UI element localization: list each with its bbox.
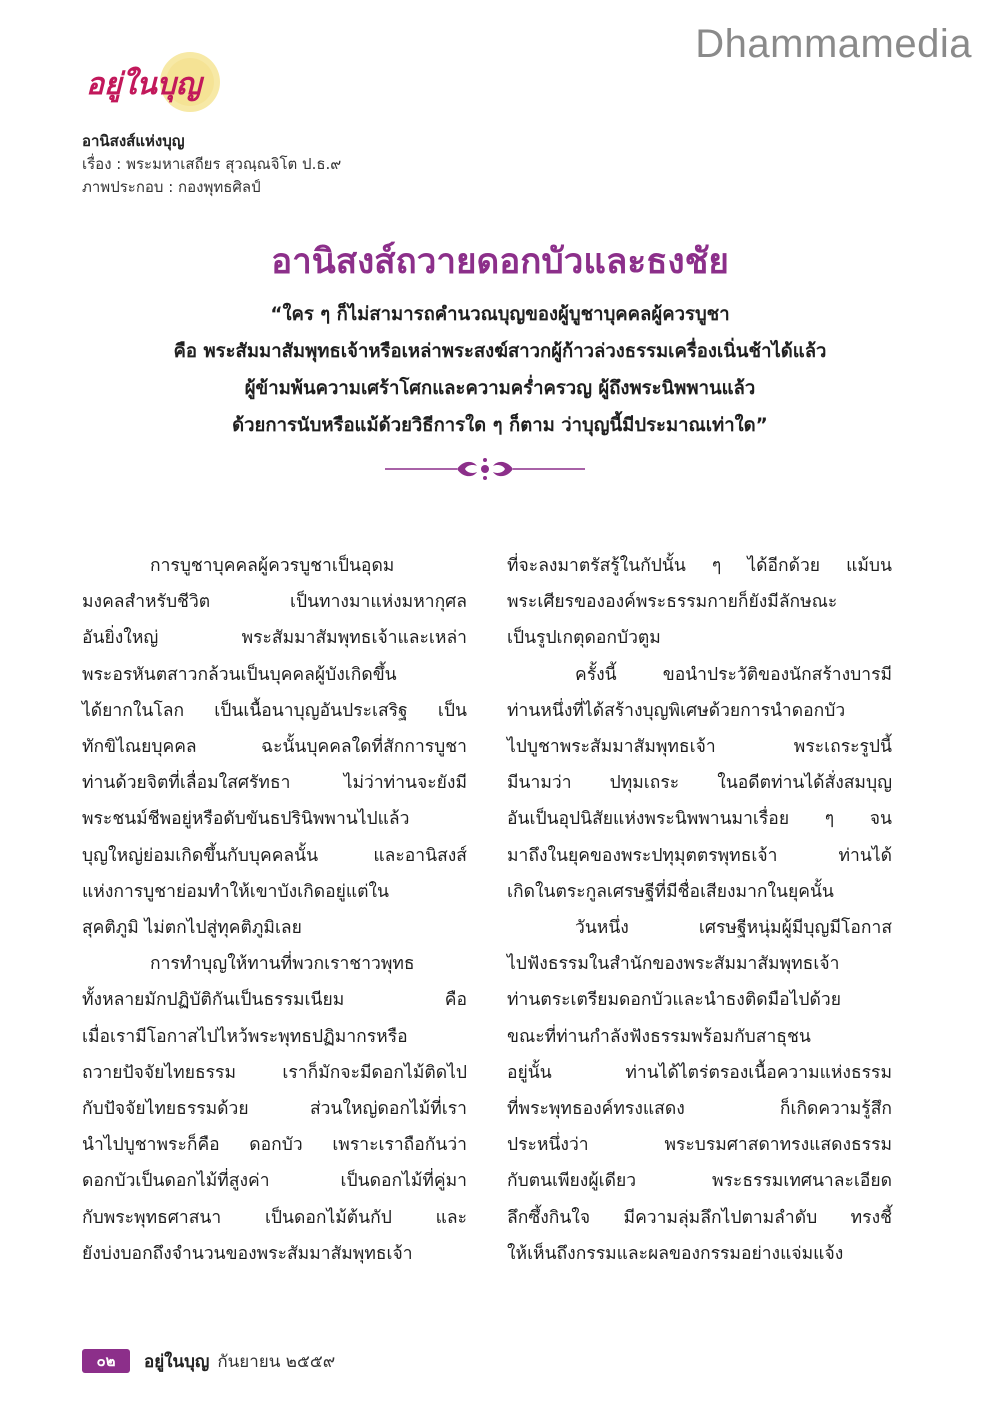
text-line: อยู่นั้น ท่านได้ไตร่ตรองเนื้อความแห่งธรรม — [507, 1062, 892, 1083]
quote-line: ด้วยการนับหรือแม้ด้วยวิธีการใด ๆ ก็ตาม ว่าบุญนี้มีประมาณเท่าใด” — [232, 415, 768, 436]
text-line: ยังบ่งบอกถึงจำนวนของพระสัมมาสัมพุทธเจ้า — [82, 1243, 413, 1264]
illustration-line: ภาพประกอบ : กองพุทธศิลป์ — [82, 178, 261, 196]
author-line: เรื่อง : พระมหาเสถียร สุวณฺณจิโต ป.ธ.๙ — [82, 155, 342, 173]
pull-quote — [60, 296, 940, 444]
text-line: ทั้งหลายมักปฏิบัติกันเป็นธรรมเนียม คือ — [82, 990, 467, 1011]
text-line: เมื่อเรามีโอกาสไปไหว้พระพุทธปฏิมากรหรือ — [82, 1026, 408, 1047]
magazine-logo — [82, 48, 222, 118]
article-title: อานิสงส์ถวายดอกบัวและธงชัย — [271, 242, 729, 282]
page-number: ๐๒ — [82, 1349, 130, 1373]
text-line: มงคลสำหรับชีวิต เป็นทางมาแห่งมหากุศล — [82, 592, 467, 613]
text-line: ขณะที่ท่านกำลังฟังธรรมพร้อมกับสาธุชน — [507, 1026, 811, 1047]
text-line: ทักขิไณยบุคคล ฉะนั้นบุคคลใดที่สักการบูชา — [82, 737, 467, 758]
quote-line: “ใคร ๆ ก็ไม่สามารถคำนวณบุญของผู้บูชาบุคคลผู้ควรบูชา — [270, 304, 730, 325]
brand-name: Dhammamedia — [695, 22, 972, 66]
article-column-right — [507, 548, 892, 1272]
text-line: การทำบุญให้ทานที่พวกเราชาวพุทธ — [150, 954, 415, 975]
text-line: กับปัจจัยไทยธรรมด้วย ส่วนใหญ่ดอกไม้ที่เรา — [82, 1099, 467, 1120]
article-meta — [82, 130, 341, 199]
text-line: กับตนเพียงผู้เดียว พระธรรมเทศนาละเอียด — [507, 1171, 892, 1192]
text-line: บุญใหญ่ย่อมเกิดขึ้นกับบุคคลนั้น และอานิสงส์ — [82, 845, 467, 866]
text-line: การบูชาบุคคลผู้ควรบูชาเป็นอุดม — [150, 556, 395, 576]
quote-line: คือ พระสัมมาสัมพุทธเจ้าหรือเหล่าพระสงฆ์สาวกผู้ก้าวล่วงธรรมเครื่องเนิ่นช้าได้แล้ว — [173, 341, 827, 362]
text-line: เป็นรูปเกตุดอกบัวตูม — [507, 628, 661, 649]
text-line: ประหนึ่งว่า พระบรมศาสดาทรงแสดงธรรม — [507, 1135, 892, 1156]
text-line: มาถึงในยุคของพระปทุมุตตรพุทธเจ้า ท่านได้ — [507, 845, 892, 866]
publication-name: อยู่ในบุญ — [144, 1351, 210, 1372]
text-line: มีนามว่า ปทุมเถระ ในอดีตท่านได้สั่งสมบุญ — [507, 773, 892, 794]
quote-line: ผู้ข้ามพ้นความเศร้าโศกและความคร่ำครวญ ผู้ถึงพระนิพพานแล้ว — [244, 378, 756, 399]
text-line: ครั้งนี้ ขอนำประวัติของนักสร้างบารมี — [575, 664, 892, 685]
text-line: เกิดในตระกูลเศรษฐีที่มีชื่อเสียงมากในยุคนั้น — [507, 881, 834, 902]
text-line: นำไปบูชาพระก็คือ ดอกบัว เพราะเราถือกันว่า — [82, 1135, 467, 1156]
column-name: อานิสงส์แห่งบุญ — [82, 132, 185, 150]
text-line: กับพระพุทธศาสนา เป็นดอกไม้ต้นกัป และ — [82, 1207, 467, 1228]
text-line: ท่านหนึ่งที่ได้สร้างบุญพิเศษด้วยการนำดอกบัว — [507, 700, 846, 721]
text-line: อันยิ่งใหญ่ พระสัมมาสัมพุทธเจ้าและเหล่า — [82, 628, 467, 649]
text-line: วันหนึ่ง เศรษฐีหนุ่มผู้มีบุญมีโอกาส — [575, 918, 892, 939]
text-line: พระเศียรขององค์พระธรรมกายก็ยังมีลักษณะ — [507, 592, 838, 613]
text-line: สุคติภูมิ ไม่ตกไปสู่ทุคติภูมิเลย — [82, 918, 302, 939]
text-line: ท่านตระเตรียมดอกบัวและนำธงติดมือไปด้วย — [507, 990, 841, 1011]
text-line: ไปฟังธรรมในสำนักของพระสัมมาสัมพุทธเจ้า — [507, 954, 840, 975]
text-line: พระอรหันตสาวกล้วนเป็นบุคคลผู้บังเกิดขึ้น — [82, 664, 397, 685]
text-line: ท่านด้วยจิตที่เลื่อมใสศรัทธา ไม่ว่าท่านจะยังมี — [82, 773, 467, 794]
logo-text: อยู่ในบุญ — [86, 67, 202, 102]
text-line: ลึกซึ้งกินใจ มีความลุ่มลึกไปตามลำดับ ทรงชี้ — [507, 1207, 892, 1228]
text-line: ได้ยากในโลก เป็นเนื้อนาบุญอันประเสริฐ เป็น — [82, 700, 467, 721]
text-line: ให้เห็นถึงกรรมและผลของกรรมอย่างแจ่มแจ้ง — [507, 1243, 844, 1264]
issue-date: กันยายน ๒๕๕๙ — [217, 1351, 336, 1372]
page-footer — [82, 1348, 335, 1374]
text-line: ที่จะลงมาตรัสรู้ในกัปนั้น ๆ ได้อีกด้วย แม้บน — [507, 556, 892, 576]
text-line: แห่งการบูชาย่อมทำให้เขาบังเกิดอยู่แต่ใน — [82, 881, 390, 902]
text-line: อันเป็นอุปนิสัยแห่งพระนิพพานมาเรื่อย ๆ จน — [507, 809, 892, 830]
text-line: พระชนม์ชีพอยู่หรือดับขันธปรินิพพานไปแล้ว — [82, 809, 410, 830]
article-column-left — [82, 548, 467, 1272]
text-line: ถวายปัจจัยไทยธรรม เราก็มักจะมีดอกไม้ติดไป — [82, 1062, 467, 1083]
text-line: ดอกบัวเป็นดอกไม้ที่สูงค่า เป็นดอกไม้ที่คู่มา — [82, 1171, 467, 1192]
logo-graphic — [82, 48, 222, 118]
ornament-icon — [385, 454, 585, 484]
ornament-divider — [385, 454, 585, 484]
text-line: ไปบูชาพระสัมมาสัมพุทธเจ้า พระเถระรูปนี้ — [507, 737, 892, 758]
text-line: ที่พระพุทธองค์ทรงแสดง ก็เกิดความรู้สึก — [507, 1099, 892, 1120]
